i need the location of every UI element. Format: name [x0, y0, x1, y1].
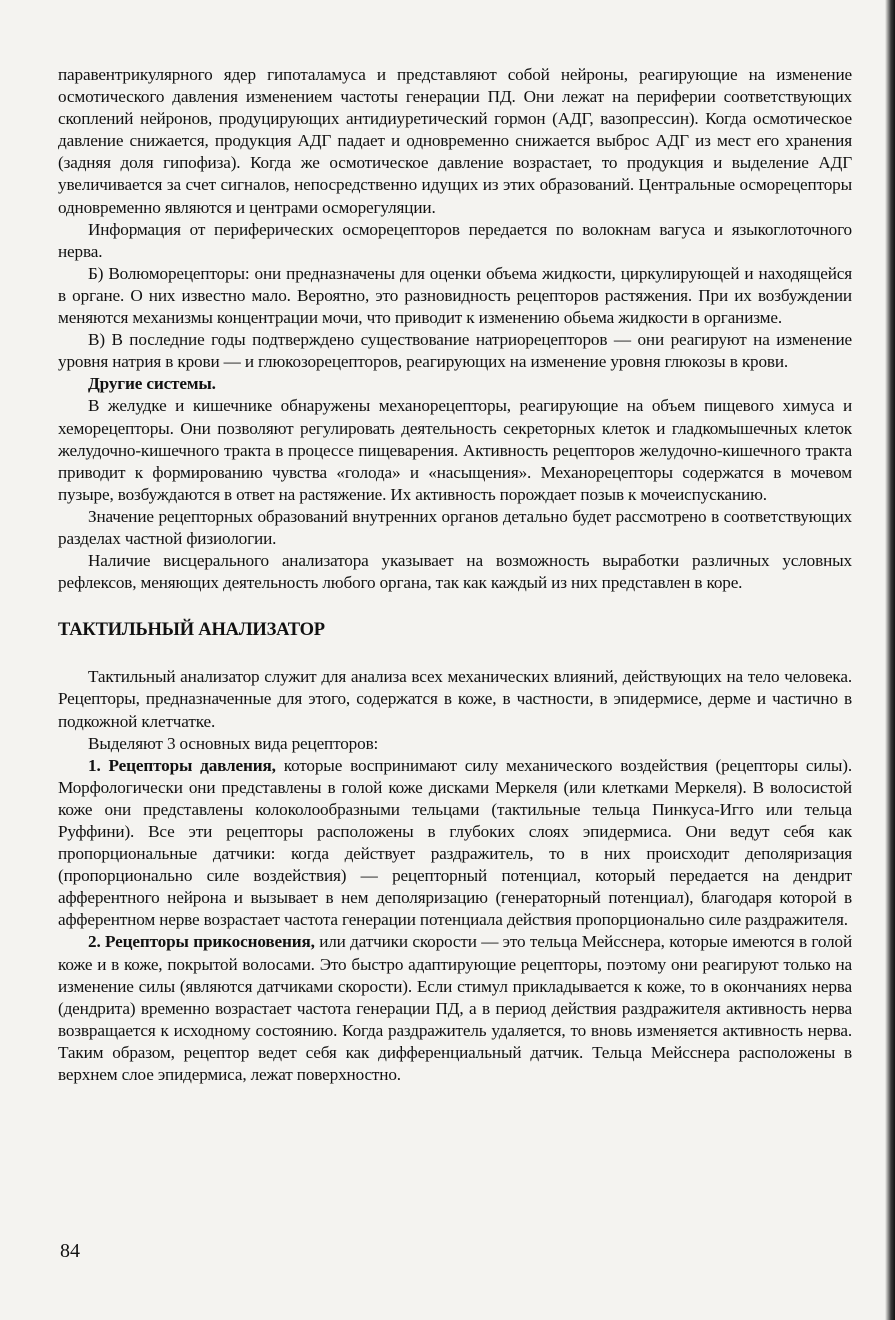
paragraph-gi-receptors: В желудке и кишечнике обнаружены механорецепторы, реагирующие на объем пищевого химуса и хеморецепторы. Они позволяют регулировать деятельность секреторных клеток и гладкомышечных клеток желудочно-кишечного тракта в процессе пищеварения. Активность рецепторов желудочно-кишечного тракта приводит к формированию чувства «голода» и «насыщения». Механорецепторы содержатся в мочевом пузыре, возбуждаются в ответ на растяжение. Их активность порождает позыв к мочеиспусканию.: [58, 396, 852, 504]
paragraph-internal-organs: Значение рецепторных образований внутренних органов детально будет рассмотрено в соответствующих разделах частной физиологии.: [58, 506, 852, 548]
paragraph-receptor-types: Выделяют 3 основных вида рецепторов:: [88, 733, 379, 753]
paragraph-peripheral-osmoreceptors: Информация от периферических осморецепторов передается по волокнам вагуса и языкоглоточного нерва.: [58, 219, 852, 261]
paragraph-pressure-receptors: [58, 755, 852, 932]
page-number: 84: [60, 1240, 80, 1262]
touch-receptors-text: или датчики скорости — это тельца Мейсснера, которые имеются в голой коже и в коже, покрытой волосами. Это быстро адаптирующие рецепторы, поэтому они реагируют только на изменение силы (являются датчиками скорости). Если стимул прикладывается к коже, то в окончаниях нерва (дендрита) временно возрастает частота генерации ПД, а в период действия раздражителя активность нерва возвращается к исходному состоянию. Когда раздражитель удаляется, то вновь изменяется активность нерва. Таким образом, рецептор ведет себя как дифференциальный датчик. Тельца Мейсснера расположены в верхнем слое эпидермиса, лежат поверхностно.: [58, 932, 853, 1085]
paragraph-tactile-intro: Тактильный анализатор служит для анализа всех механических влияний, действующих на тело человека. Рецепторы, предназначенные для этого, содержатся в коже, в частности, в эпидермисе, дерме и частично в подкожной клетчатке.: [58, 667, 852, 731]
pressure-receptors-lead: 1. Рецепторы давления,: [88, 755, 276, 775]
paragraph-volumoreceptors: Б) Волюморецепторы: они предназначены для оценки объема жидкости, циркулирующей и находящейся в органе. О них известно мало. Вероятно, это разновидность рецепторов растяжения. При их возбуждении меняются механизмы концентрации мочи, что приводит к изменению обьема жидкости в организме.: [58, 263, 852, 328]
paragraph-visceral-analyzer: Наличие висцерального анализатора указывает на возможность выработки различных условных рефлексов, меняющих деятельность любого органа, так как каждый из них представлен в коре.: [58, 551, 852, 593]
paragraph-continued: паравентрикулярного ядер гипоталамуса и представляют собой нейроны, реагирующие на изменение осмотического давления изменением частоты генерации ПД. Они лежат на периферии соответствующих скоплений нейронов, продуцирующих антидиуретический гормон (АДГ, вазопрессин). Когда осмотическое давление снижается, продукция АДГ падает и одновременно снижается выброс АДГ из мест его хранения (задняя доля гипофиза). Когда же осмотическое давление возрастает, то продукция и выделение АДГ увеличивается за счет сигналов, непосредственно идущих из этих образований. Центральные осморецепторы одновременно являются и центрами осморегуляции.: [58, 65, 852, 217]
page-text: [58, 64, 852, 1086]
page-scan-edge: [885, 0, 895, 1320]
paragraph-touch-receptors: [58, 931, 852, 1086]
touch-receptors-lead: 2. Рецепторы прикосновения,: [88, 932, 315, 952]
section-title: ТАКТИЛЬНЫЙ АНАЛИЗАТОР: [58, 620, 325, 641]
subheading-other-systems: Другие системы.: [88, 374, 216, 394]
pressure-receptors-text: которые воспринимают силу механического воздействия (рецепторы силы). Морфологически они представлены в голой коже дисками Меркеля (или клетками Меркеля). В волосистой коже они представлены колоколообразными тельцами (тактильные тельца Пинкуса-Игго или тельца Руффини). Все эти рецепторы расположены в глубоких слоях эпидермиса. Они ведут себя как пропорциональные датчики: когда действует раздражитель, то в них происходит деполяризация (пропорционально силе воздействия) — рецепторный потенциал, который передается на дендрит афферентного нейрона и вызывает в нем деполяризацию (генераторный потенциал), благодаря которой в афферентном нерве возрастает частота генерации потенциала действия пропорционально силе раздражителя.: [58, 755, 852, 930]
paragraph-natrioreceptors: В) В последние годы подтверждено существование натриорецепторов — они реагируют на изменение уровня натрия в крови — и глюкозорецепторов, реагирующих на изменение уровня глюкозы в крови.: [58, 330, 852, 372]
